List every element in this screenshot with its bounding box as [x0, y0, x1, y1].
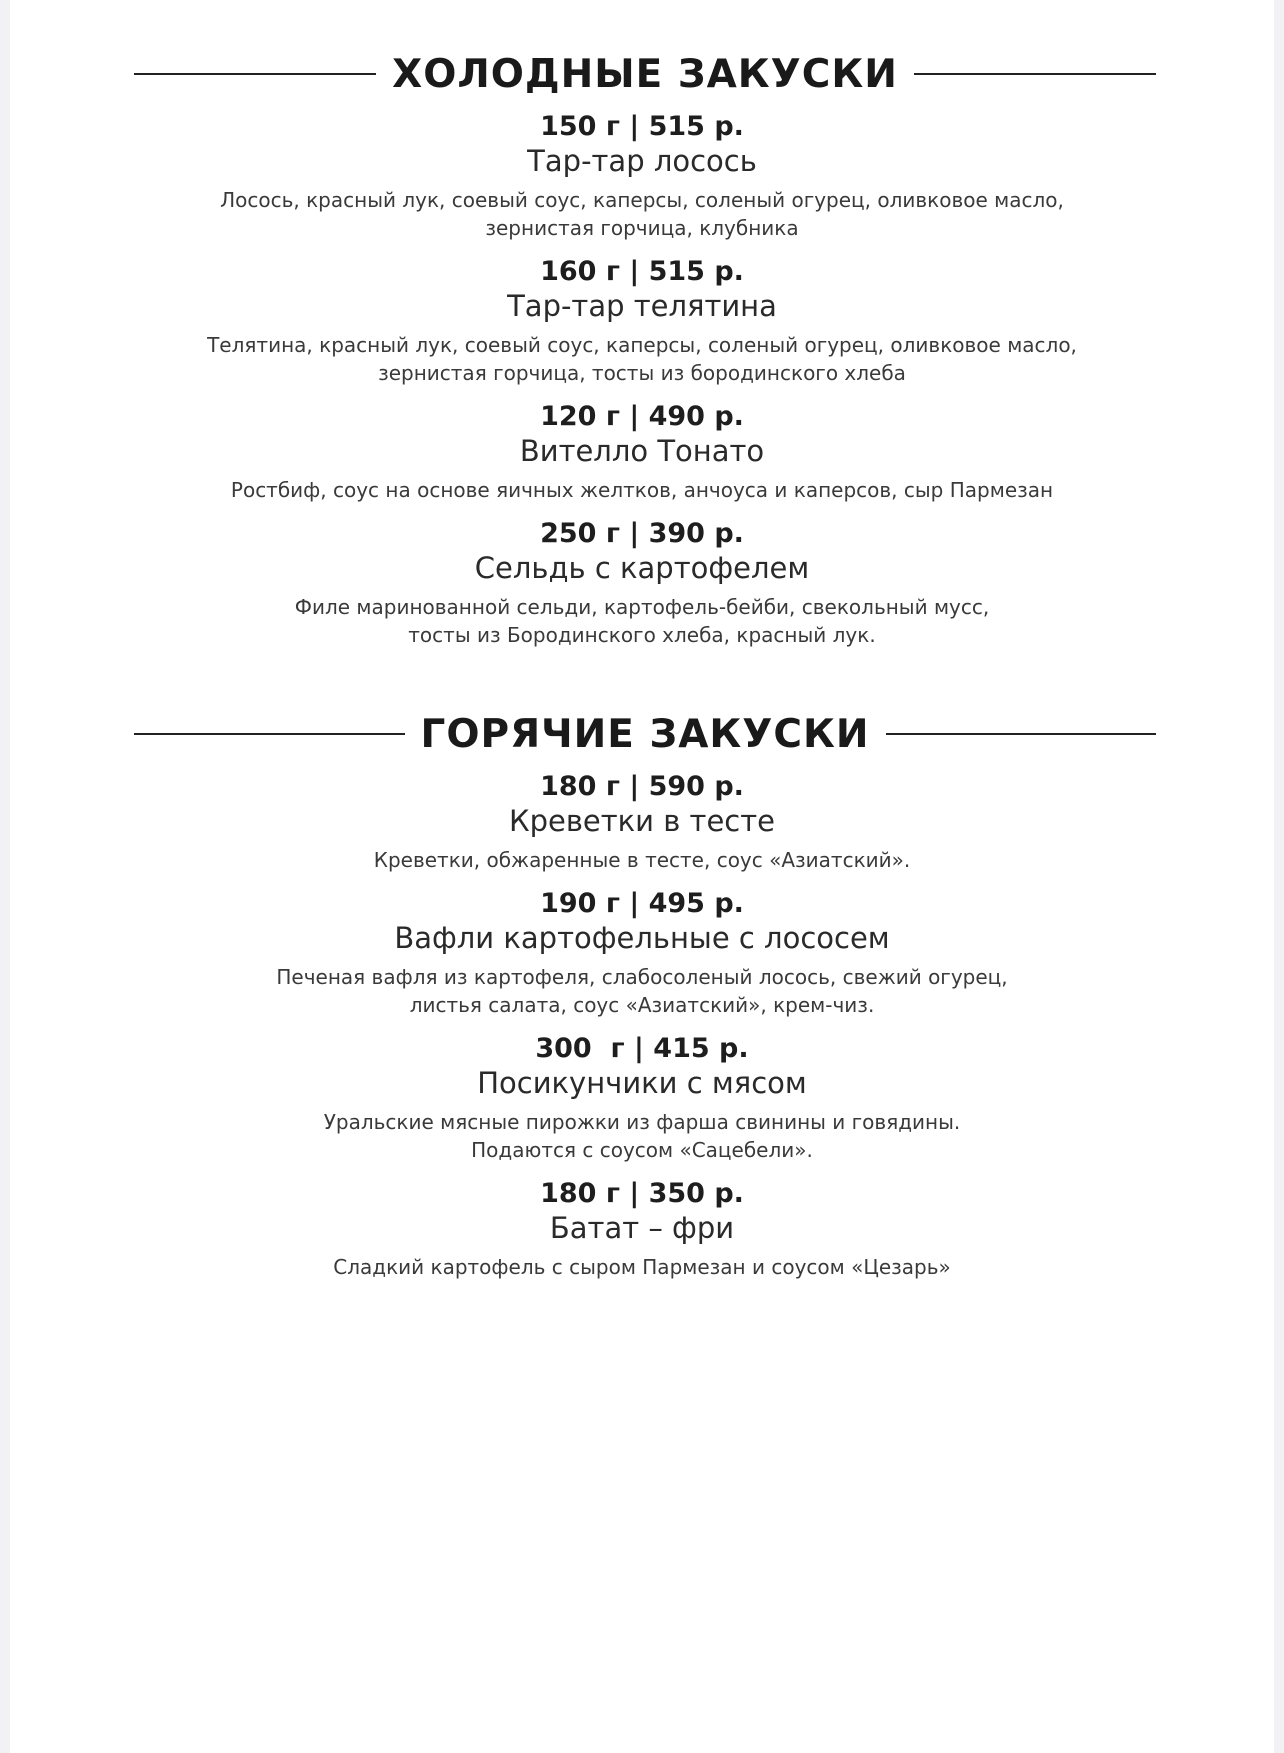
- menu-item: [10, 887, 1274, 1019]
- item-price: 180 г | 350 р.: [540, 1178, 744, 1209]
- menu-item: [10, 517, 1274, 649]
- menu-items: [10, 770, 1274, 1281]
- item-description: [10, 593, 1274, 649]
- divider-left: [134, 73, 376, 75]
- item-price: 120 г | 490 р.: [540, 401, 744, 432]
- item-description: [10, 963, 1274, 1019]
- item-name: Сельдь с картофелем: [474, 551, 810, 585]
- item-price: 190 г | 495 р.: [540, 888, 744, 919]
- item-description-line: Телятина, красный лук, соевый соус, каперсы, соленый огурец, оливковое масло,: [207, 333, 1077, 357]
- item-name: Тар-тар телятина: [507, 289, 777, 323]
- menu-item: [10, 1032, 1274, 1164]
- item-description-line: Уральские мясные пирожки из фарша свинины и говядины.: [323, 1110, 961, 1134]
- item-description-line: тосты из Бородинского хлеба, красный лук.: [408, 623, 876, 647]
- section-header: [134, 44, 1156, 104]
- section-hot-appetizers: [10, 704, 1274, 1294]
- menu-item: [10, 110, 1274, 242]
- item-name: Креветки в тесте: [509, 804, 775, 838]
- item-price: 160 г | 515 р.: [540, 256, 744, 287]
- item-description: [10, 331, 1274, 387]
- divider-right: [914, 73, 1156, 75]
- menu-items: [10, 110, 1274, 649]
- item-description-line: Филе маринованной сельди, картофель-бейби, свекольный мусс,: [294, 595, 990, 619]
- section-cold-appetizers: [10, 44, 1274, 662]
- section-title: ХОЛОДНЫЕ ЗАКУСКИ: [392, 51, 898, 97]
- item-description-line: зернистая горчица, клубника: [485, 216, 799, 240]
- item-description-line: Креветки, обжаренные в тесте, соус «Азиатский».: [373, 848, 911, 872]
- item-description: [10, 1108, 1274, 1164]
- item-description: [10, 846, 1274, 874]
- item-description-line: Лосось, красный лук, соевый соус, каперсы, соленый огурец, оливковое масло,: [220, 188, 1064, 212]
- item-description-line: Ростбиф, соус на основе яичных желтков, анчоуса и каперсов, сыр Пармезан: [230, 478, 1054, 502]
- item-description-line: Подаются с соусом «Сацебели».: [471, 1138, 813, 1162]
- item-description-line: листья салата, соус «Азиатский», крем-чиз.: [409, 993, 875, 1017]
- divider-right: [886, 733, 1157, 735]
- item-name: Вафли картофельные с лососем: [394, 921, 890, 955]
- menu-item: [10, 770, 1274, 874]
- menu-item: [10, 1177, 1274, 1281]
- item-description-line: Сладкий картофель с сыром Пармезан и соусом «Цезарь»: [333, 1255, 951, 1279]
- item-name: Вителло Тонато: [519, 434, 765, 468]
- item-price: 250 г | 390 р.: [540, 518, 744, 549]
- menu-item: [10, 255, 1274, 387]
- item-description-line: зернистая горчица, тосты из бородинского хлеба: [378, 361, 906, 385]
- item-description: [10, 186, 1274, 242]
- item-name: Посикунчики с мясом: [477, 1066, 807, 1100]
- item-description: [10, 1253, 1274, 1281]
- item-name: Тар-тар лосось: [527, 144, 757, 178]
- item-price: 180 г | 590 р.: [540, 771, 744, 802]
- item-description-line: Печеная вафля из картофеля, слабосоленый лосось, свежий огурец,: [276, 965, 1008, 989]
- divider-left: [134, 733, 405, 735]
- item-description: [10, 476, 1274, 504]
- item-name: Батат – фри: [549, 1211, 735, 1245]
- menu-page: [10, 0, 1274, 1753]
- item-price: 150 г | 515 р.: [540, 111, 744, 142]
- item-price: 300 г | 415 р.: [535, 1033, 749, 1064]
- section-title: ГОРЯЧИЕ ЗАКУСКИ: [420, 711, 870, 757]
- menu-item: [10, 400, 1274, 504]
- section-header: [134, 704, 1156, 764]
